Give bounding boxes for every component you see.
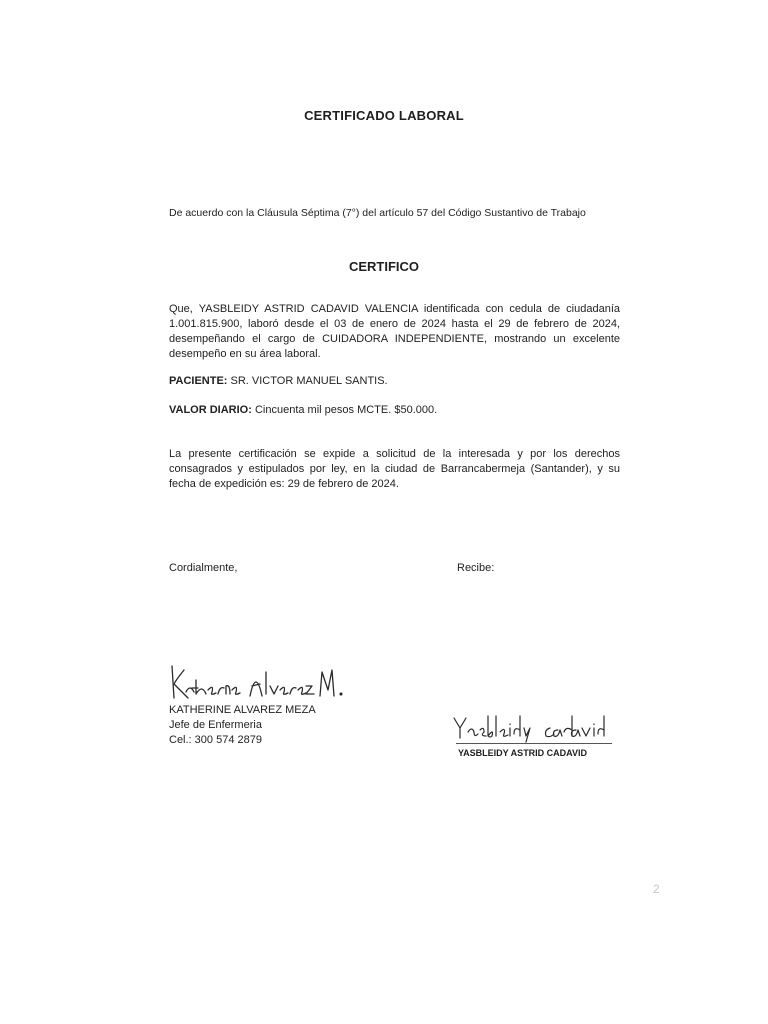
daily-value-amount: Cincuenta mil pesos MCTE. $50.000.: [251, 404, 438, 416]
receiver-label: Recibe:: [457, 562, 495, 574]
section-heading: CERTIFICO: [348, 259, 420, 274]
receiver-name: YASBLEIDY ASTRID CADAVID: [458, 748, 588, 758]
issuance-paragraph: La presente certificación se expide a solicitud de la interesada y por los derechos consagrados y estipulados por ley, en la ciudad de Barrancabermeja (Santander), y su fecha de expedición es: 29 de febrero de 2024.: [169, 448, 620, 490]
daily-value-label: VALOR DIARIO:: [169, 404, 252, 416]
signer-name: KATHERINE ALVAREZ MEZA: [169, 704, 316, 716]
signer-role: Jefe de Enfermeria: [169, 719, 262, 731]
signer-phone: Cel.: 300 574 2879: [169, 734, 262, 746]
daily-value-line: [169, 404, 437, 416]
patient-value: SR. VICTOR MANUEL SANTIS.: [227, 375, 388, 387]
signature-yasbleidy-image: [450, 712, 640, 744]
patient-line: [169, 375, 388, 387]
signature-katherine-image: [168, 662, 348, 704]
page-number: 2: [653, 882, 660, 896]
closing-salutation: Cordialmente,: [169, 562, 238, 574]
signature-line: [456, 743, 612, 744]
signer-katherine-details: [169, 703, 316, 748]
legal-reference: De acuerdo con la Cláusula Séptima (7°) del artículo 57 del Código Sustantivo de Trabajo: [169, 207, 586, 219]
document-title: CERTIFICADO LABORAL: [304, 108, 464, 123]
patient-label: PACIENTE:: [169, 375, 228, 387]
certification-paragraph: Que, YASBLEIDY ASTRID CADAVID VALENCIA identificada con cedula de ciudadanía 1.001.815.900, laboró desde el 03 de enero de 2024 hasta el 29 de febrero de 2024, desempeñando el cargo de CUIDADORA INDEPENDIENTE, mostrando un excelente desempeño en su área laboral.: [169, 303, 620, 360]
